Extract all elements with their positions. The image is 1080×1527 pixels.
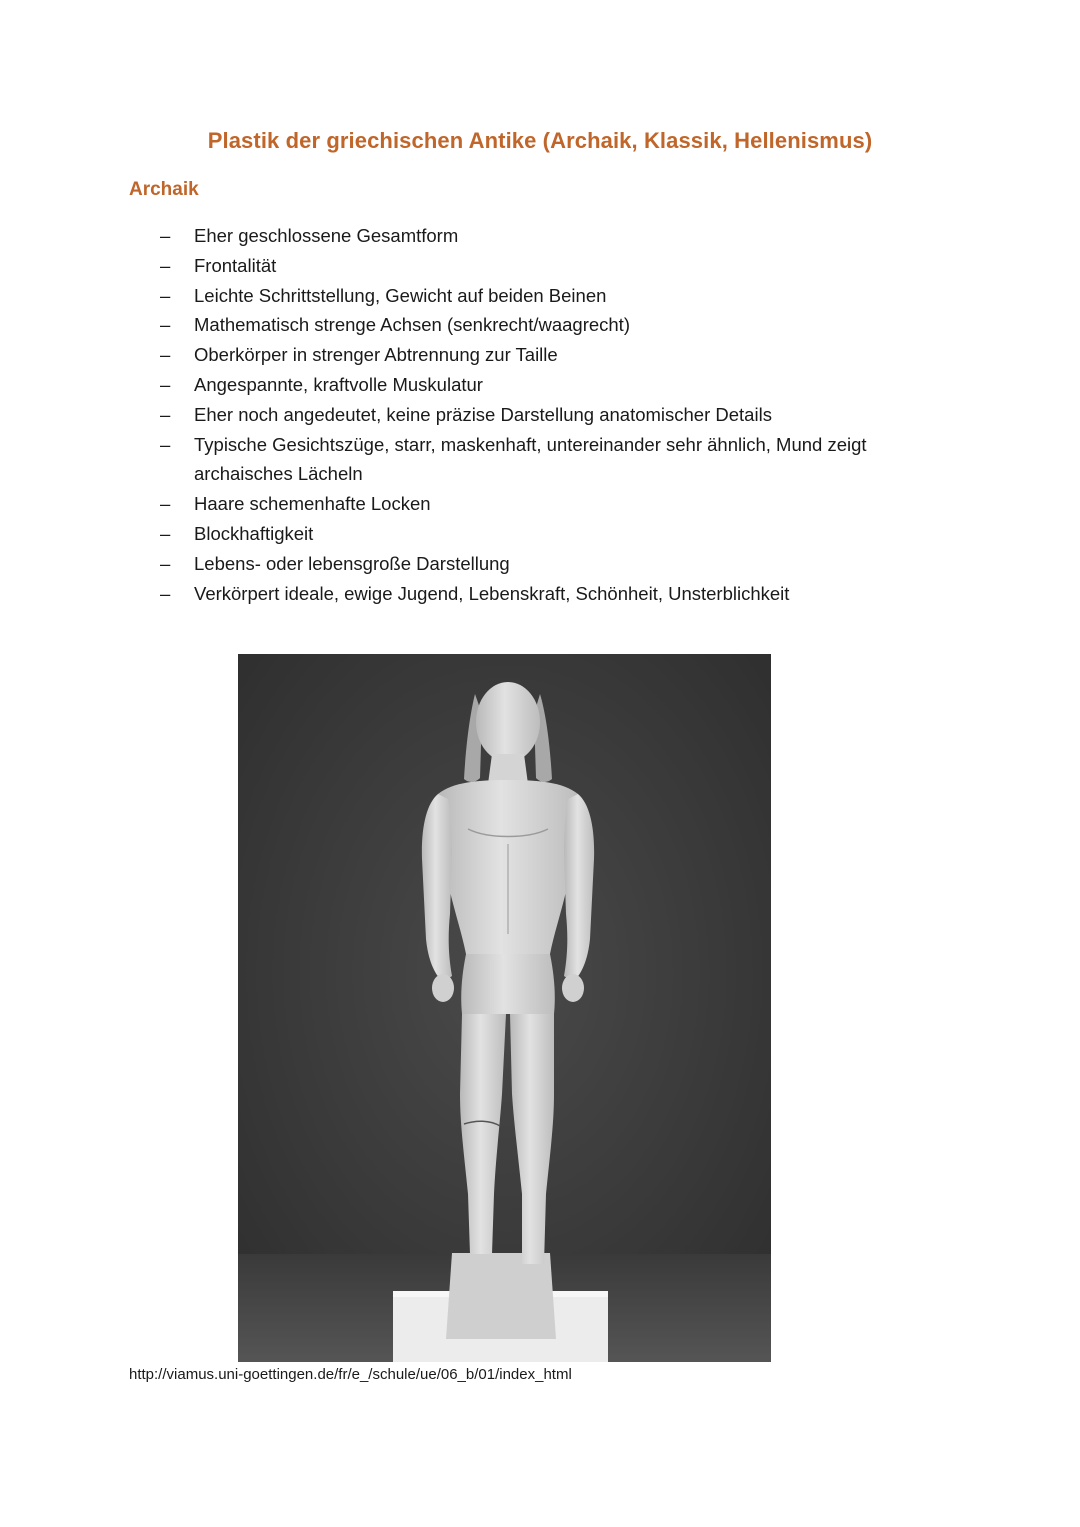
bullet-dash: – bbox=[160, 493, 171, 515]
list-item bbox=[160, 519, 940, 549]
list-item-text: Eher noch angedeutet, keine präzise Darstellung anatomischer Details bbox=[194, 403, 772, 425]
list-item-text: Haare schemenhafte Locken bbox=[194, 493, 431, 515]
bullet-dash: – bbox=[160, 582, 171, 604]
list-item bbox=[160, 221, 940, 251]
statue-head bbox=[476, 682, 540, 762]
kouros-statue-photo bbox=[238, 654, 771, 1362]
list-item bbox=[160, 251, 940, 281]
list-item bbox=[160, 310, 940, 340]
bullet-dash: – bbox=[160, 284, 171, 306]
list-item bbox=[160, 400, 940, 430]
bullet-dash: – bbox=[160, 403, 171, 425]
bullet-dash: – bbox=[160, 344, 171, 366]
list-item-text: Mathematisch strenge Achsen (senkrecht/waagrecht) bbox=[194, 314, 630, 336]
list-item-text: Eher geschlossene Gesamtform bbox=[194, 225, 459, 246]
statue-fist-right bbox=[562, 974, 584, 1002]
list-item-text: Typische Gesichtszüge, starr, maskenhaft, untereinander sehr ähnlich, Mund zeigt archaisches Lächeln bbox=[194, 433, 867, 485]
list-item-text: Lebens- oder lebensgroße Darstellung bbox=[194, 552, 510, 574]
list-item bbox=[160, 340, 940, 370]
page-title: Plastik der griechischen Antike (Archaik, Klassik, Hellenismus) bbox=[207, 128, 873, 153]
bullet-dash: – bbox=[160, 314, 171, 336]
bullet-dash: – bbox=[160, 254, 171, 276]
list-item-text: Leichte Schrittstellung, Gewicht auf beiden Beinen bbox=[194, 284, 607, 306]
list-item bbox=[160, 579, 940, 609]
list-item-text: Angespannte, kraftvolle Muskulatur bbox=[194, 373, 483, 395]
list-item bbox=[160, 549, 940, 579]
list-item-text: Verkörpert ideale, ewige Jugend, Lebenskraft, Schönheit, Unsterblichkeit bbox=[194, 582, 790, 604]
bullet-dash: – bbox=[160, 522, 171, 544]
list-item-text: Oberkörper in strenger Abtrennung zur Taille bbox=[194, 344, 558, 366]
bullet-dash: – bbox=[160, 433, 171, 455]
list-item bbox=[160, 281, 940, 311]
statue-fist-left bbox=[432, 974, 454, 1002]
bullet-dash: – bbox=[160, 552, 171, 574]
list-item-text: Frontalität bbox=[194, 254, 277, 276]
list-item bbox=[160, 430, 940, 490]
bullet-dash: – bbox=[160, 225, 171, 246]
characteristics-list bbox=[160, 221, 940, 608]
statue-neck bbox=[488, 754, 528, 784]
list-item bbox=[160, 489, 940, 519]
image-source-url: http://viamus.uni-goettingen.de/fr/e_/schule/ue/06_b/01/index_html bbox=[129, 1366, 572, 1383]
statue-plinth bbox=[446, 1253, 556, 1339]
section-heading-archaik: Archaik bbox=[129, 179, 199, 200]
list-item bbox=[160, 370, 940, 400]
statue-illustration bbox=[238, 654, 771, 1362]
bullet-dash: – bbox=[160, 373, 171, 395]
list-item-text: Blockhaftigkeit bbox=[194, 522, 314, 544]
statue-hips bbox=[461, 954, 555, 1014]
